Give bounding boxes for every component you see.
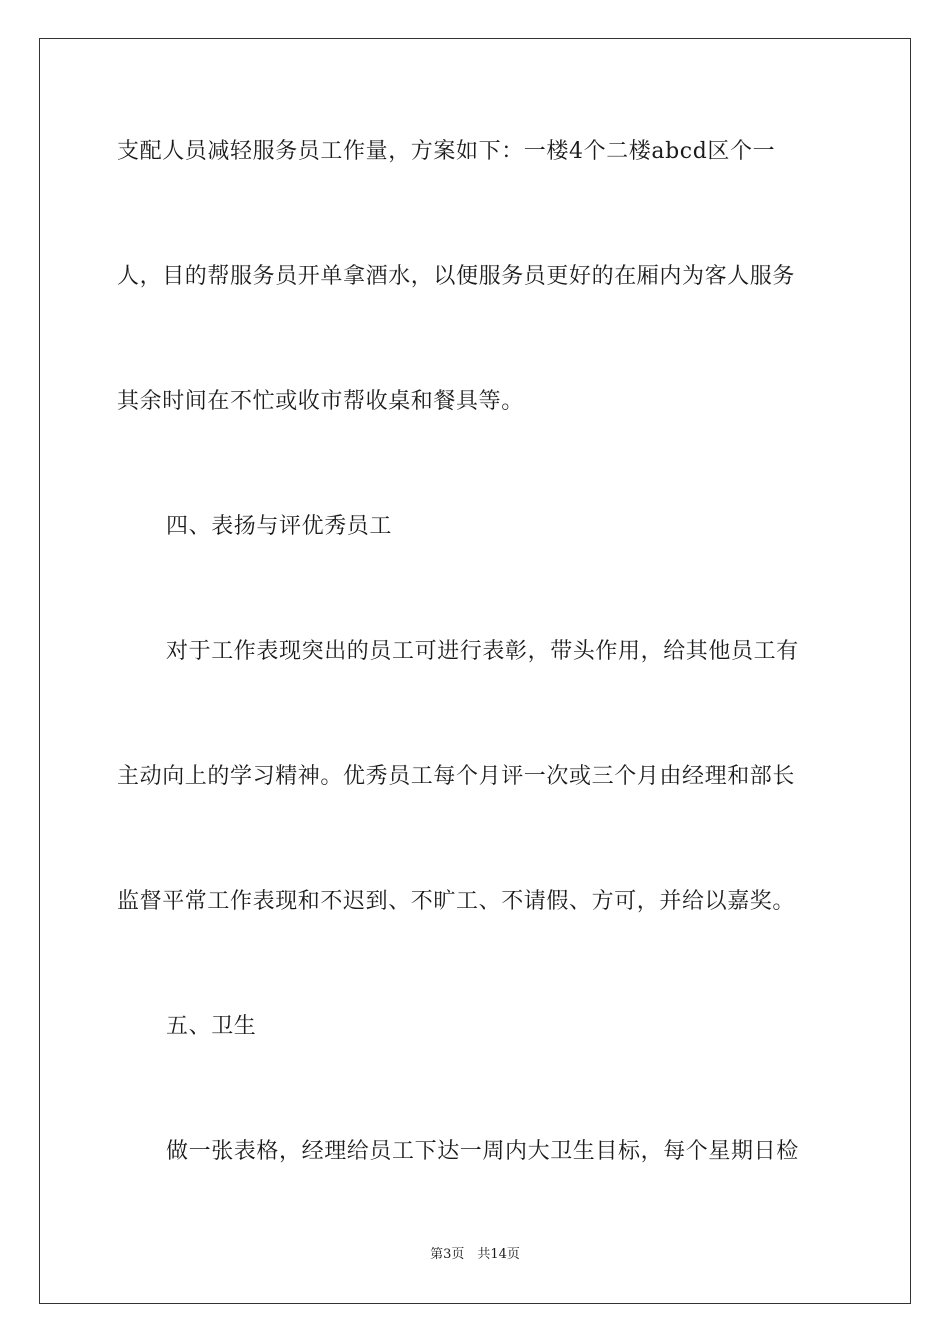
section-heading-5: 五、卫生 — [166, 1014, 257, 1039]
body-text-line-5: 对于工作表现突出的员工可进行表彰，带头作用，给其他员工有 — [166, 639, 799, 664]
body-text-line-7: 监督平常工作表现和不迟到、不旷工、不请假、方可，并给以嘉奖。 — [117, 889, 796, 914]
body-text-line-2: 人，目的帮服务员开单拿酒水，以便服务员更好的在厢内为客人服务 — [117, 264, 796, 289]
page-number-footer: 第3页 共14页 — [430, 1247, 520, 1262]
body-text-line-6: 主动向上的学习精神。优秀员工每个月评一次或三个月由经理和部长 — [117, 764, 796, 789]
body-text-line-9: 做一张表格，经理给员工下达一周内大卫生目标，每个星期日检 — [166, 1139, 799, 1164]
page-border — [39, 38, 911, 1304]
section-heading-4: 四、表扬与评优秀员工 — [166, 514, 393, 539]
body-text-line-1: 支配人员减轻服务员工作量，方案如下：一楼4个二楼abcd区个一 — [117, 139, 776, 164]
body-text-line-3: 其余时间在不忙或收市帮收桌和餐具等。 — [117, 389, 524, 414]
